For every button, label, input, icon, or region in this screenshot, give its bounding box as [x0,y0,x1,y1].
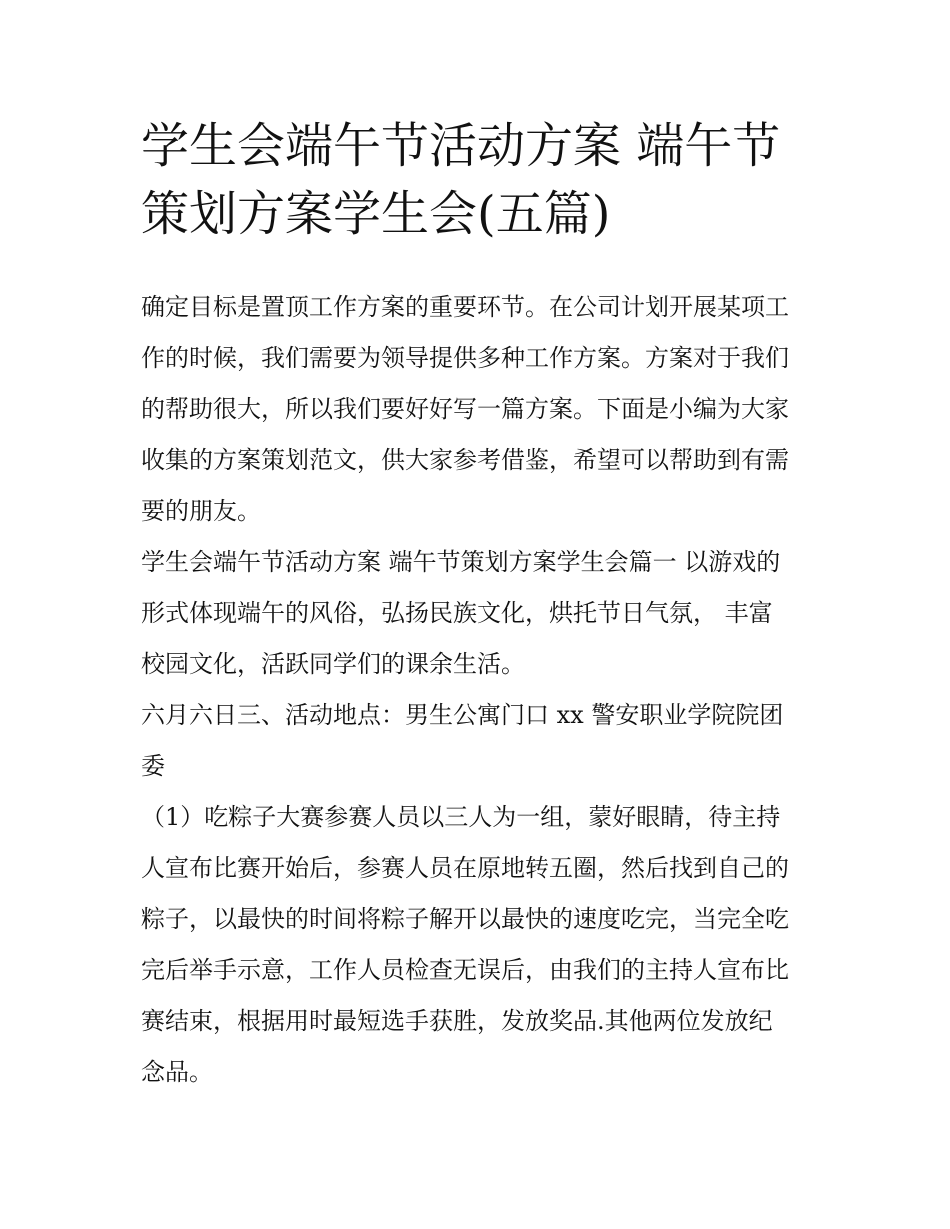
text-line: 粽子，以最快的时间将粽子解开以最快的速度吃完，当完全吃 [141,905,789,933]
title-line: 策划方案学生会(五篇) [141,186,611,242]
paragraph-intro [141,282,813,537]
paragraph-time-location [141,690,813,792]
text-line: 校园文化，活跃同学们的课余生活。 [141,650,525,678]
text-line: 赛结束，根据用时最短选手获胜，发放奖品.其他两位发放纪 [141,1007,773,1035]
text-line: 确定目标是置顶工作方案的重要环节。在公司计划开展某项工 [141,293,789,321]
text-line: 六月六日三、活动地点：男生公寓门口 xx 警安职业学院院团 [141,701,784,729]
document-body [141,282,813,1098]
paragraph-zongzi-contest [141,792,813,1098]
text-line: 念品。 [141,1058,213,1086]
text-line: 作的时候，我们需要为领导提供多种工作方案。方案对于我们 [141,344,789,372]
text-line: 人宣布比赛开始后，参赛人员在原地转五圈，然后找到自己的 [141,854,789,882]
document-title [141,112,813,248]
text-line: 要的朋友。 [141,497,261,525]
text-line: 学生会端午节活动方案 端午节策划方案学生会篇一 以游戏的 [141,548,781,576]
text-line: 收集的方案策划范文，供大家参考借鉴，希望可以帮助到有需 [141,446,789,474]
text-line: 完后举手示意，工作人员检查无误后，由我们的主持人宣布比 [141,956,789,984]
text-line: 委 [141,752,165,780]
text-line: （1）吃粽子大赛参赛人员以三人为一组，蒙好眼睛，待主持 [141,803,781,831]
paragraph-purpose [141,537,813,690]
text-line: 的帮助很大，所以我们要好好写一篇方案。下面是小编为大家 [141,395,789,423]
text-line: 形式体现端午的风俗，弘扬民族文化，烘托节日气氛， 丰富 [141,599,773,627]
document-content [141,112,813,1098]
title-line: 学生会端午节活动方案 端午节 [141,118,781,174]
